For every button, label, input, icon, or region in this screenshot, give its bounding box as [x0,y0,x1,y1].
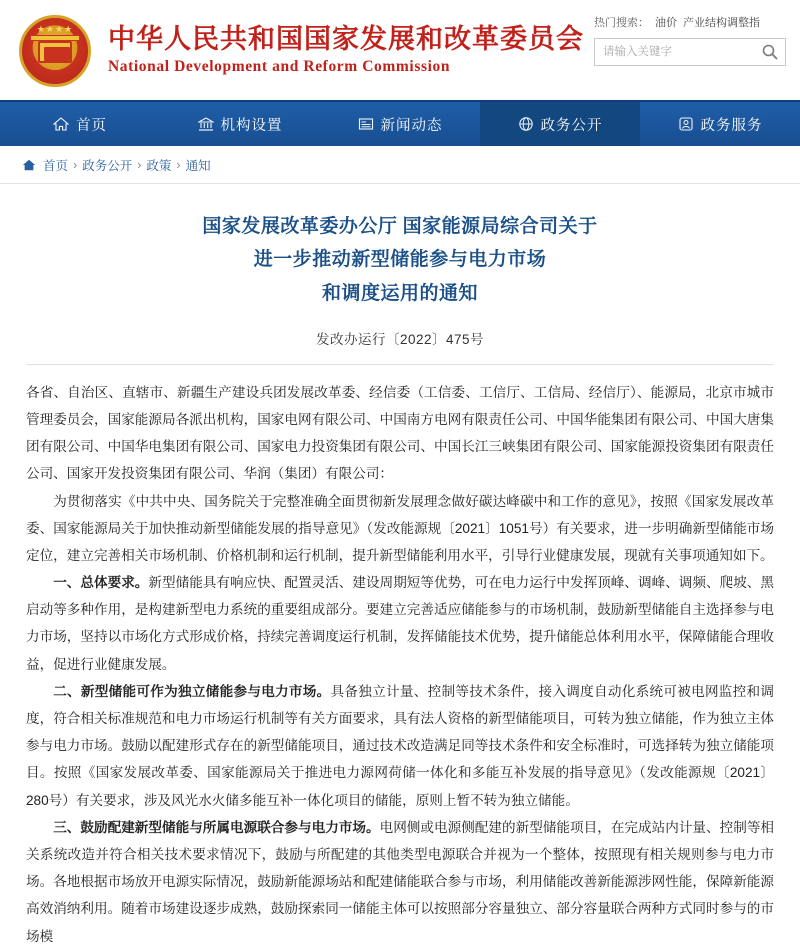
search-icon[interactable] [761,43,779,61]
nav-label-government-services: 政务服务 [700,117,763,134]
emblem-stars: ★★★★ [36,24,74,34]
nav-label-organization: 机构设置 [220,117,283,134]
site-title-en: National Development and Reform Commission [108,58,451,76]
globe-icon [518,116,534,132]
document-number: 发改办运行〔2022〕475号 [315,331,485,347]
nav-item-news[interactable] [320,102,480,146]
main-nav [0,100,800,146]
nav-item-government-affairs[interactable] [480,102,640,146]
document-title [26,210,774,310]
breadcrumb-item-1[interactable]: 政务公开 [82,158,133,173]
nav-item-government-services[interactable] [640,102,800,146]
hot-search-line [594,16,786,30]
site-title-block [108,24,594,77]
document-body [26,379,774,950]
document-divider [26,364,774,365]
news-icon [358,116,374,132]
document-title-line-2: 和调度运用的通知 [321,282,478,304]
search-box[interactable] [594,38,786,66]
breadcrumb-separator-1: › [137,157,142,172]
hot-search-item-0[interactable]: 油价 [655,17,677,29]
nav-item-organization[interactable] [160,102,320,146]
site-header [0,0,800,100]
breadcrumb-separator-0: › [73,157,78,172]
search-area [594,16,786,66]
breadcrumb-current: 通知 [185,158,211,173]
hot-search-item-1[interactable]: 产业结构调整指 [683,17,760,29]
document-paragraph-2: 一、总体要求。新型储能具有响应快、配置灵活、建设周期短等优势，可在电力运行中发挥顶峰、调峰、调频、爬坡、黑启动等多种作用，是构建新型电力系统的重要组成部分。要建立完善适应储能参与的市场机制，鼓励新型储能自主选择参与电力市场，坚持以市场化方式形成价格，持续完善调度运行机制，发挥储能技术优势，提升储能总体利用水平，保障储能合理收益，促进行业健康发展。 [26,575,774,672]
document-paragraph-1: 为贯彻落实《中共中央、国务院关于完整准确全面贯彻新发展理念做好碳达峰碳中和工作的意见》，按照《国家发展改革委、国家能源局关于加快推动新型储能发展的指导意见》（发改能源规〔2021〕1051号）有关要求，进一步明确新型储能市场定位，建立完善相关市场机制、价格机制和运行机制，提升新型储能利用水平，引导行业健康发展，现就有关事项通知如下。 [26,493,774,563]
national-emblem-icon [16,11,94,89]
bank-icon [198,116,214,132]
nav-label-news: 新闻动态 [380,117,443,134]
breadcrumb [0,146,800,184]
breadcrumb-separator-2: › [176,157,181,172]
site-title-cn: 中华人民共和国国家发展和改革委员会 [108,23,584,54]
document-paragraph-0: 各省、自治区、直辖市、新疆生产建设兵团发展改革委、经信委（工信委、工信厅、工信局、经信厅）、能源局，北京市城市管理委员会，国家能源局各派出机构，国家电网有限公司、中国南方电网有限责任公司、中国华能集团有限公司、中国大唐集团有限公司、中国华电集团有限公司、国家电力投资集团有限公司、中国长江三峡集团有限公司、国家能源投资集团有限责任公司、国家开发投资集团有限公司、华润（集团）有限公司： [26,384,774,482]
hot-search-label: 热门搜索： [594,17,649,29]
document-paragraph-4: 三、鼓励配建新型储能与所属电源联合参与电力市场。电网侧或电源侧配建的新型储能项目，在完成站内计量、控制等相关系统改造并符合相关技术要求情况下，鼓励与所配建的其他类型电源联合并视为一个整体，按照现有相关规则参与电力市场。各地根据市场放开电源实际情况，鼓励新能源场站和配建储能联合参与市场，利用储能改善新能源涉网性能，保障新能源高效消纳利用。随着市场建设逐步成熟，鼓励探索同一储能主体可以按照部分容量独立、部分容量联合两种方式同时参与的市场模 [26,819,775,944]
breadcrumb-home-icon[interactable] [22,158,36,172]
home-icon [53,116,69,132]
breadcrumb-item-0[interactable]: 首页 [43,158,69,173]
breadcrumb-item-2[interactable]: 政策 [146,158,172,173]
document-paragraph-3: 二、新型储能可作为独立储能参与电力市场。具备独立计量、控制等技术条件，接入调度自动化系统可被电网监控和调度，符合相关标准规范和电力市场运行机制等有关方面要求，具有法人资格的新型储能项目，可转为独立储能，作为独立主体参与电力市场。鼓励以配建形式存在的新型储能项目，通过技术改造满足同等技术条件和安全标准时，可选择转为独立储能项目。按照《国家发展改革委、国家能源局关于推进电力源网荷储一体化和多能互补发展的指导意见》（发改能源规〔2021〕280号）有关要求，涉及风光水火储多能互补一体化项目的储能，原则上暂不转为独立储能。 [26,683,775,808]
document-container [0,184,800,950]
document-title-line-0: 国家发展改革委办公厅 国家能源局综合司关于 [202,216,598,237]
search-input[interactable] [601,45,761,59]
document-title-line-1: 进一步推动新型储能参与电力市场 [253,249,547,271]
nav-label-government-affairs: 政务公开 [540,117,603,134]
nav-label-home: 首页 [76,117,107,134]
service-icon [678,116,694,132]
nav-item-home[interactable] [0,102,160,146]
